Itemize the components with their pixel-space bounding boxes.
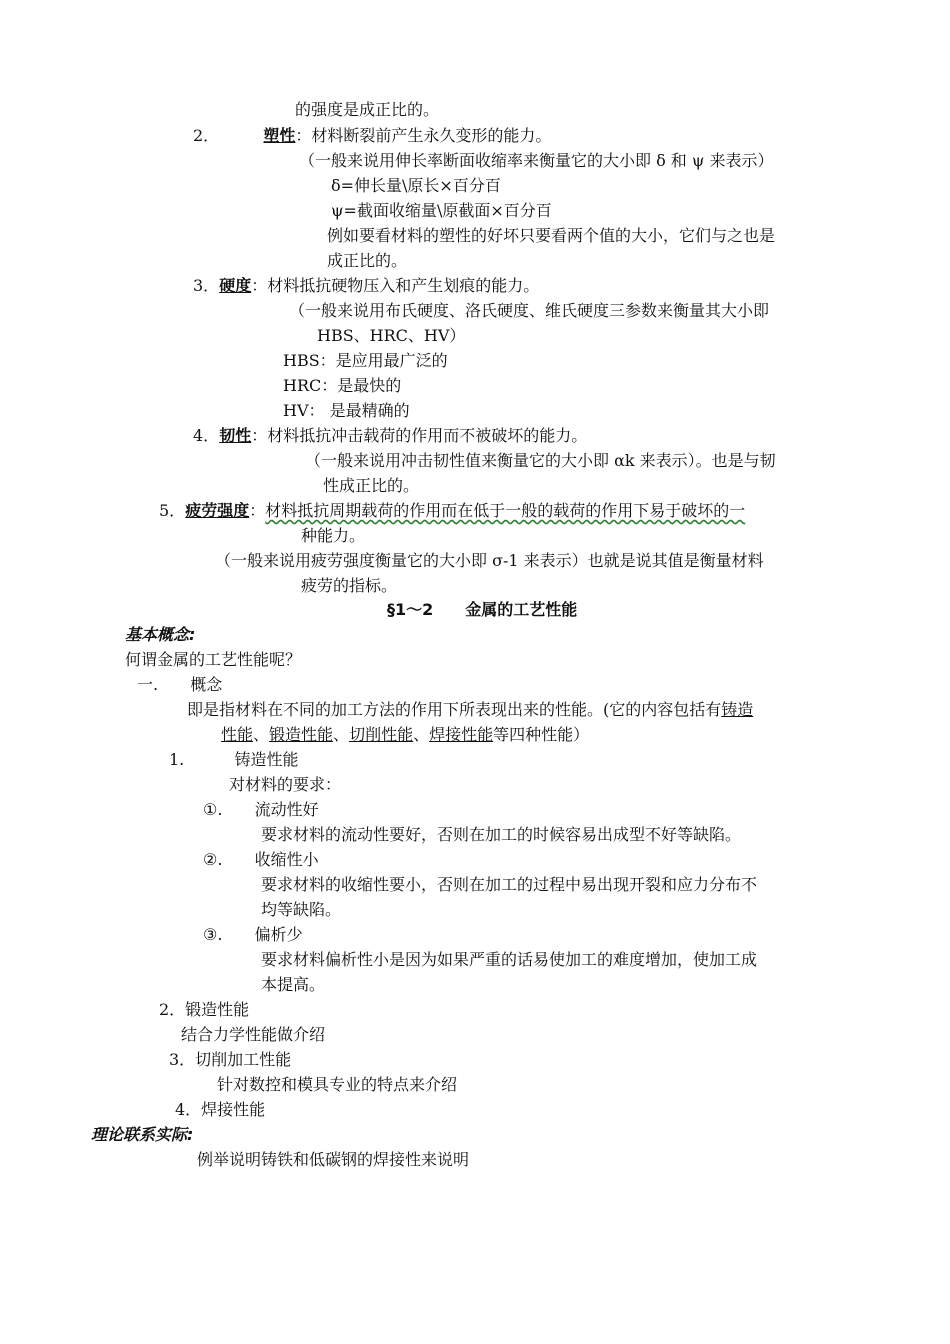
text-line: HV： 是最精确的 — [283, 401, 410, 420]
list-number: 1. — [169, 750, 185, 769]
list-item-fluidity — [203, 798, 319, 822]
list-number: 4． — [193, 426, 220, 445]
list-number: 3． — [193, 276, 220, 295]
text-line: 结合力学性能做介绍 — [181, 1025, 326, 1044]
list-item-cutting: 3．切削加工性能 — [169, 1050, 292, 1069]
term-plasticity: 塑性 — [263, 126, 296, 145]
text-line: 成正比的。 — [327, 251, 408, 270]
list-item-plasticity — [193, 124, 551, 148]
list-number: 一. — [137, 675, 159, 694]
term-forging: 锻造性能 — [269, 725, 334, 744]
text-line: （一般来说用伸长率断面收缩率来衡量它的大小即 δ 和 ψ 来表示） — [299, 151, 774, 170]
list-label: 偏析少 — [254, 925, 303, 944]
text-line: 何谓金属的工艺性能呢？ — [125, 650, 302, 669]
list-item-forging: 2．锻造性能 — [159, 1000, 250, 1019]
term-fatigue-strength: 疲劳强度 — [185, 501, 250, 520]
list-number: ①. — [203, 800, 223, 819]
list-label: 收缩性小 — [254, 850, 319, 869]
text-line: HBS、HRC、HV） — [317, 326, 466, 345]
list-item-casting — [169, 748, 298, 772]
term-welding: 焊接性能 — [429, 725, 494, 744]
list-item-fatigue — [159, 499, 745, 523]
list-label: 铸造性能 — [234, 750, 299, 769]
text-line: 对材料的要求： — [229, 775, 342, 794]
definition-text: 材料抵抗周期载荷的作用而在低于一般的载荷的作用下易于破坏的一 — [265, 501, 746, 520]
text-line: 例如要看材料的塑性的好坏只要看两个值的大小，它们与之也是 — [327, 226, 776, 245]
colon: ： — [249, 501, 266, 520]
text-line: 性成正比的。 — [323, 476, 420, 495]
definition-text: ：材料抵抗硬物压入和产生划痕的能力。 — [251, 276, 540, 295]
formula-line: δ=伸长量\原长×百分百 — [331, 176, 501, 195]
text-line: 性能、锻造性能、切削性能、焊接性能等四种性能） — [221, 725, 590, 744]
text-line: 要求材料的收缩性要小，否则在加工的过程中易出现开裂和应力分布不 — [261, 875, 758, 894]
text-line: 疲劳的指标。 — [301, 576, 398, 595]
list-number: ②. — [203, 850, 223, 869]
text-line: 本提高。 — [261, 975, 326, 994]
list-item-hardness — [193, 274, 539, 298]
list-label: 流动性好 — [254, 800, 319, 819]
section-heading: §1～2 金属的工艺性能 — [387, 600, 578, 619]
text-line: HBS：是应用最广泛的 — [283, 351, 448, 370]
subheading-basic-concepts: 基本概念: — [125, 625, 196, 644]
text-line: 要求材料的流动性要好，否则在加工的时候容易出成型不好等缺陷。 — [261, 825, 742, 844]
text-line: 均等缺陷。 — [261, 900, 342, 919]
term-toughness: 韧性 — [219, 426, 252, 445]
term-cutting: 切削性能 — [349, 725, 414, 744]
text-line: 例举说明铸铁和低碳钢的焊接性来说明 — [197, 1150, 470, 1169]
text-line: 种能力。 — [301, 526, 366, 545]
subheading-practice: 理论联系实际: — [91, 1125, 194, 1144]
definition-text: ：材料断裂前产生永久变形的能力。 — [295, 126, 552, 145]
text-line: 针对数控和模具专业的特点来介绍 — [217, 1075, 458, 1094]
list-number: ③. — [203, 925, 223, 944]
definition-text: ：材料抵抗冲击载荷的作用而不被破坏的能力。 — [251, 426, 588, 445]
text-line: （一般来说用布氏硬度、洛氏硬度、维氏硬度三参数来衡量其大小即 — [289, 301, 770, 320]
text-line: 即是指材料在不同的加工方法的作用下所表现出来的性能。(它的内容包括有铸造 — [187, 700, 754, 719]
list-item-toughness — [193, 424, 587, 448]
list-item-concept — [137, 673, 222, 697]
formula-line: ψ=截面收缩量\原截面×百分百 — [331, 201, 552, 220]
text-line: 的强度是成正比的。 — [295, 100, 440, 119]
list-number: 2． — [193, 126, 220, 145]
list-item-shrinkage — [203, 848, 319, 872]
list-item-welding: 4．焊接性能 — [175, 1100, 266, 1119]
list-item-segregation — [203, 923, 303, 947]
text-line: （一般来说用疲劳强度衡量它的大小即 σ-1 来表示）也就是说其值是衡量材料 — [215, 551, 764, 570]
text-line: 要求材料偏析性小是因为如果严重的话易使加工的难度增加，使加工成 — [261, 950, 758, 969]
term-hardness: 硬度 — [219, 276, 252, 295]
text-line: HRC：是最快的 — [283, 376, 402, 395]
text-line: （一般来说用冲击韧性值来衡量它的大小即 αk 来表示）。也是与韧 — [305, 451, 776, 470]
link-casting: 铸造 — [721, 700, 754, 719]
list-label: 概念 — [190, 675, 223, 694]
list-number: 5． — [159, 501, 186, 520]
